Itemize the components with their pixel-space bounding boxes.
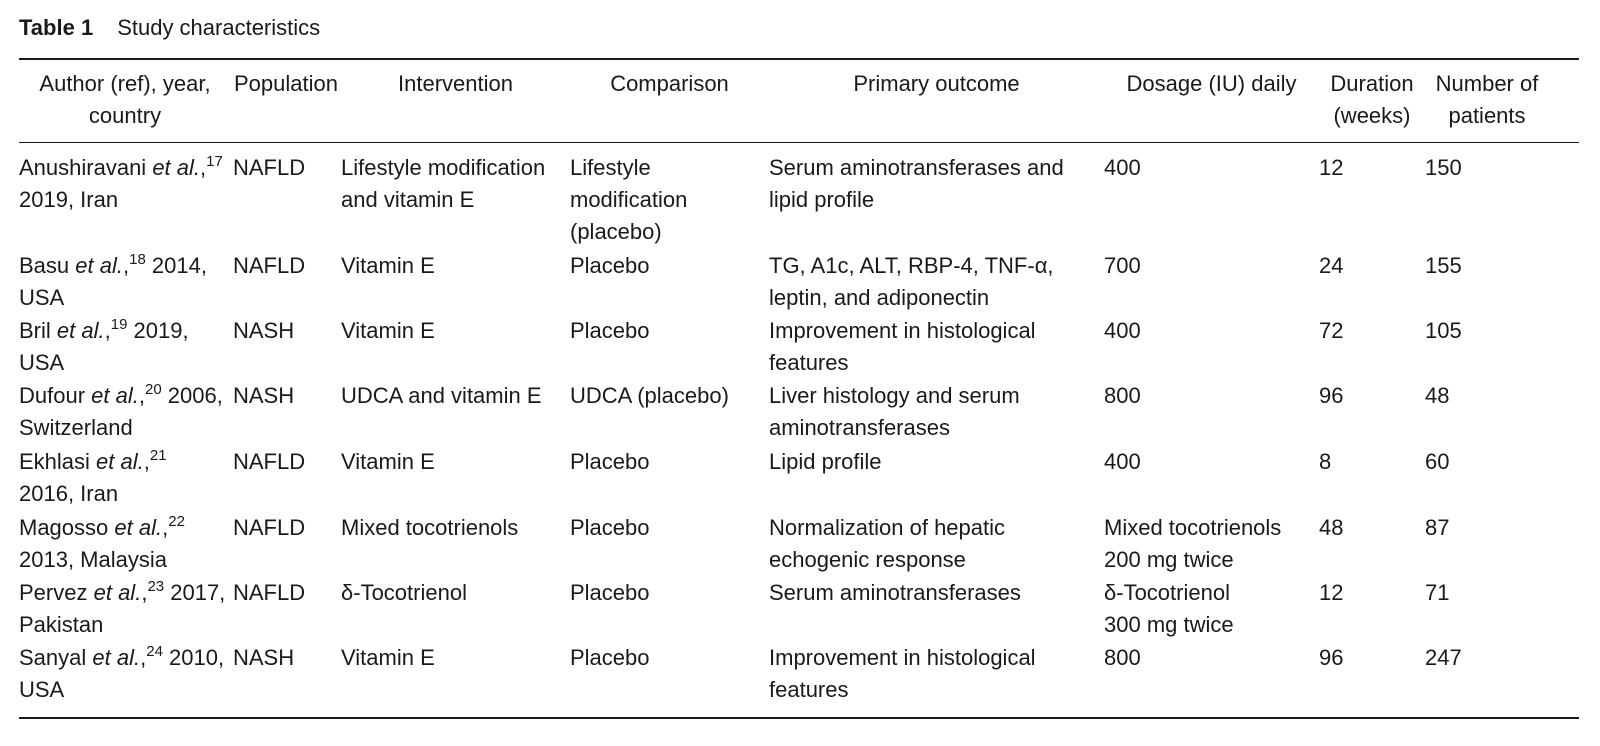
cell-intervention <box>341 315 570 347</box>
author-sep: , <box>141 580 148 605</box>
cell-dosage-line: 700 <box>1104 253 1141 278</box>
cell-intervention-line: UDCA and vitamin E <box>341 383 542 408</box>
cell-primary-outcome-line: Normalization of hepatic <box>769 515 1006 540</box>
cell-population-line: NAFLD <box>233 155 306 180</box>
cell-duration: 24 <box>1319 253 1344 278</box>
cell-dosage-line: 400 <box>1104 449 1141 474</box>
header-dosage-line: Dosage (IU) daily <box>1126 71 1297 96</box>
cell-intervention <box>341 512 570 544</box>
cell-author <box>19 380 233 444</box>
cell-primary-outcome-line: TG, A1c, ALT, RBP-4, TNF-α, <box>769 253 1054 278</box>
author-etal: et al. <box>92 645 141 670</box>
header-primary-outcome <box>769 68 1104 100</box>
cell-primary-outcome <box>769 512 1104 576</box>
cell-comparison <box>570 642 769 674</box>
cell-comparison <box>570 446 769 478</box>
header-intervention <box>341 68 570 100</box>
cell-comparison-line: Placebo <box>570 318 650 343</box>
cell-duration: 8 <box>1319 449 1332 474</box>
author-name: Pervez <box>19 580 88 605</box>
cell-comparison-line: Placebo <box>570 253 650 278</box>
cell-dosage <box>1104 446 1319 478</box>
cell-primary-outcome-line: leptin, and adiponectin <box>769 285 990 310</box>
cell-population <box>233 250 341 282</box>
cell-duration: 72 <box>1319 318 1344 343</box>
cell-comparison-line: Placebo <box>570 515 650 540</box>
cell-dosage-line: 800 <box>1104 383 1141 408</box>
cell-duration: 12 <box>1319 155 1344 180</box>
top-rule <box>19 58 1579 60</box>
cell-comparison-line: Placebo <box>570 645 650 670</box>
header-author <box>19 68 231 132</box>
cell-patients: 87 <box>1425 515 1450 540</box>
cell-population <box>233 380 341 412</box>
author-year: 2010, <box>162 645 225 670</box>
author-sep: , <box>140 645 147 670</box>
cell-comparison-line: (placebo) <box>570 219 662 244</box>
author-ref: 19 <box>110 315 128 333</box>
cell-intervention <box>341 152 570 216</box>
cell-intervention <box>341 642 570 674</box>
author-year: 2014, <box>145 253 207 278</box>
author-line: USA <box>19 677 65 702</box>
header-duration <box>1319 68 1425 132</box>
cell-primary-outcome-line: Serum aminotransferases <box>769 580 1021 605</box>
cell-population <box>233 152 341 184</box>
author-line: Pakistan <box>19 612 104 637</box>
cell-primary-outcome-line: echogenic response <box>769 547 966 572</box>
cell-primary-outcome-line: aminotransferases <box>769 415 950 440</box>
author-line: 2019, Iran <box>19 187 119 212</box>
author-line: Switzerland <box>19 415 133 440</box>
cell-patients: 155 <box>1425 253 1462 278</box>
cell-author <box>19 577 233 641</box>
cell-patients: 247 <box>1425 645 1462 670</box>
header-duration-line: (weeks) <box>1333 103 1411 128</box>
cell-primary-outcome <box>769 577 1104 609</box>
header-duration-line: Duration <box>1330 71 1414 96</box>
cell-primary-outcome-line: Improvement in histological <box>769 645 1036 670</box>
author-etal: et al. <box>56 318 105 343</box>
cell-author <box>19 512 233 576</box>
cell-duration: 96 <box>1319 383 1344 408</box>
cell-primary-outcome-line: Serum aminotransferases and <box>769 155 1064 180</box>
cell-population <box>233 446 341 478</box>
author-ref: 24 <box>146 642 163 660</box>
table-caption: Study characteristics <box>117 15 321 40</box>
author-ref: 21 <box>149 446 167 464</box>
cell-population-line: NAFLD <box>233 253 306 278</box>
cell-primary-outcome <box>769 446 1104 478</box>
cell-primary-outcome <box>769 152 1104 216</box>
cell-intervention-line: Mixed tocotrienols <box>341 515 519 540</box>
header-patients-line: Number of <box>1435 71 1539 96</box>
cell-primary-outcome-line: Lipid profile <box>769 449 882 474</box>
author-line: USA <box>19 285 65 310</box>
cell-dosage-line: δ-Tocotrienol <box>1104 580 1230 605</box>
cell-primary-outcome-line: features <box>769 677 849 702</box>
author-etal: et al. <box>91 383 139 408</box>
cell-dosage <box>1104 250 1319 282</box>
author-etal: et al. <box>96 449 144 474</box>
cell-comparison <box>570 250 769 282</box>
cell-comparison-line: UDCA (placebo) <box>570 383 729 408</box>
author-etal: et al. <box>114 515 163 540</box>
author-line <box>19 577 233 609</box>
cell-population <box>233 315 341 347</box>
cell-primary-outcome-line: Improvement in histological <box>769 318 1036 343</box>
cell-intervention-line: Vitamin E <box>341 253 435 278</box>
author-line: 2013, Malaysia <box>19 547 167 572</box>
author-sep: , <box>122 253 130 278</box>
cell-population-line: NAFLD <box>233 449 306 474</box>
author-ref: 23 <box>147 577 165 595</box>
cell-dosage <box>1104 152 1319 184</box>
cell-patients: 105 <box>1425 318 1462 343</box>
cell-comparison-line: Placebo <box>570 449 650 474</box>
author-etal: et al. <box>93 580 142 605</box>
cell-population-line: NASH <box>233 383 295 408</box>
cell-dosage <box>1104 512 1319 576</box>
cell-dosage-line: 400 <box>1104 318 1141 343</box>
header-author-line: country <box>88 103 162 128</box>
header-population <box>231 68 341 100</box>
cell-intervention-line: and vitamin E <box>341 187 475 212</box>
author-name: Bril <box>19 318 51 343</box>
cell-dosage <box>1104 315 1319 347</box>
cell-intervention-line: Vitamin E <box>341 449 435 474</box>
author-ref: 22 <box>168 512 185 530</box>
author-ref: 18 <box>129 250 146 268</box>
cell-primary-outcome-line: features <box>769 350 849 375</box>
author-line <box>19 250 233 282</box>
cell-population-line: NAFLD <box>233 580 306 605</box>
cell-dosage-line: Mixed tocotrienols <box>1104 515 1282 540</box>
author-sep: , <box>200 155 207 180</box>
table-title <box>19 14 320 42</box>
cell-duration: 96 <box>1319 645 1344 670</box>
cell-dosage-line: 400 <box>1104 155 1141 180</box>
cell-dosage-line: 300 mg twice <box>1104 612 1234 637</box>
author-line: USA <box>19 350 65 375</box>
author-year: 2017, <box>164 580 226 605</box>
table-label: Table 1 <box>19 15 94 40</box>
cell-author <box>19 250 233 314</box>
author-name: Sanyal <box>19 645 87 670</box>
document-page <box>19 0 1579 746</box>
cell-author <box>19 446 233 510</box>
cell-population <box>233 512 341 544</box>
bottom-rule <box>19 717 1579 719</box>
header-patients <box>1425 68 1549 132</box>
cell-population-line: NAFLD <box>233 515 306 540</box>
header-dosage <box>1104 68 1319 100</box>
header-rule <box>19 142 1579 143</box>
cell-intervention <box>341 380 570 412</box>
author-line <box>19 380 233 412</box>
author-sep: , <box>138 383 145 408</box>
author-etal: et al. <box>152 155 201 180</box>
author-line <box>19 512 233 544</box>
cell-dosage-line: 800 <box>1104 645 1141 670</box>
header-patients-line: patients <box>1448 103 1526 128</box>
cell-comparison <box>570 380 769 412</box>
author-line <box>19 152 233 184</box>
cell-duration: 48 <box>1319 515 1344 540</box>
cell-author <box>19 642 233 706</box>
cell-patients: 150 <box>1425 155 1462 180</box>
cell-comparison <box>570 315 769 347</box>
author-sep: , <box>104 318 111 343</box>
cell-author <box>19 315 233 379</box>
header-intervention-line: Intervention <box>398 71 513 96</box>
cell-comparison-line: modification <box>570 187 688 212</box>
cell-intervention-line: Vitamin E <box>341 645 435 670</box>
header-comparison <box>570 68 769 100</box>
author-name: Dufour <box>19 383 86 408</box>
cell-dosage <box>1104 577 1319 641</box>
cell-population <box>233 577 341 609</box>
header-population-line: Population <box>234 71 338 96</box>
cell-population <box>233 642 341 674</box>
cell-primary-outcome-line: Liver histology and serum <box>769 383 1020 408</box>
cell-intervention-line: Vitamin E <box>341 318 435 343</box>
author-name: Ekhlasi <box>19 449 90 474</box>
author-line: 2016, Iran <box>19 481 119 506</box>
author-ref: 20 <box>145 380 162 398</box>
cell-duration: 12 <box>1319 580 1344 605</box>
cell-dosage <box>1104 642 1319 674</box>
cell-comparison-line: Lifestyle <box>570 155 651 180</box>
author-line <box>19 315 233 347</box>
header-comparison-line: Comparison <box>610 71 729 96</box>
cell-patients: 48 <box>1425 383 1450 408</box>
author-name: Basu <box>19 253 70 278</box>
author-year: 2006, <box>161 383 223 408</box>
author-name: Magosso <box>19 515 109 540</box>
author-sep: , <box>143 449 150 474</box>
cell-comparison <box>570 577 769 609</box>
cell-intervention <box>341 446 570 478</box>
author-line <box>19 446 233 478</box>
cell-population-line: NASH <box>233 645 295 670</box>
cell-primary-outcome-line: lipid profile <box>769 187 875 212</box>
cell-comparison-line: Placebo <box>570 580 650 605</box>
cell-population-line: NASH <box>233 318 295 343</box>
cell-patients: 71 <box>1425 580 1450 605</box>
author-etal: et al. <box>75 253 123 278</box>
cell-patients: 60 <box>1425 449 1450 474</box>
cell-primary-outcome <box>769 642 1104 706</box>
author-ref: 17 <box>206 152 223 170</box>
header-primary-outcome-line: Primary outcome <box>853 71 1020 96</box>
cell-intervention-line: Lifestyle modification <box>341 155 546 180</box>
cell-dosage <box>1104 380 1319 412</box>
cell-comparison <box>570 512 769 544</box>
author-name: Anushiravani <box>19 155 147 180</box>
author-year: 2019, <box>127 318 189 343</box>
cell-dosage-line: 200 mg twice <box>1104 547 1234 572</box>
cell-intervention <box>341 250 570 282</box>
cell-intervention-line: δ-Tocotrienol <box>341 580 467 605</box>
cell-intervention <box>341 577 570 609</box>
author-line <box>19 642 233 674</box>
header-author-line: Author (ref), year, <box>39 71 211 96</box>
cell-primary-outcome <box>769 315 1104 379</box>
cell-author <box>19 152 233 216</box>
cell-comparison <box>570 152 769 248</box>
cell-primary-outcome <box>769 380 1104 444</box>
cell-primary-outcome <box>769 250 1104 314</box>
author-sep: , <box>162 515 169 540</box>
